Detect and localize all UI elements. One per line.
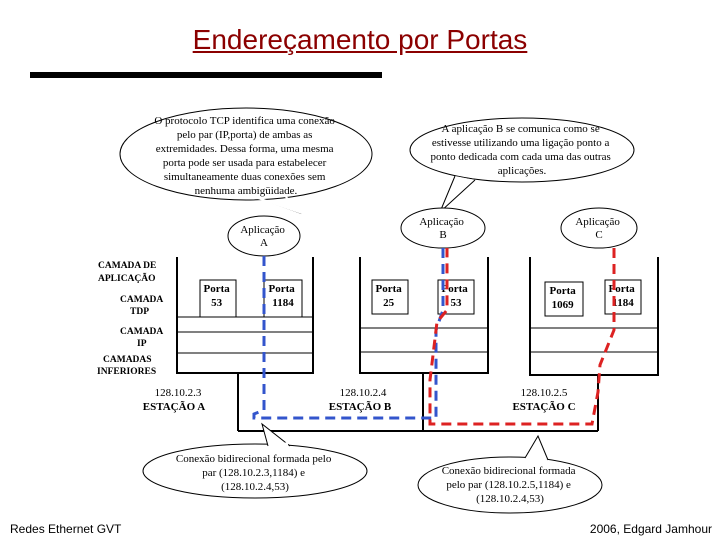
layer-ip-line: IP [137,339,147,349]
station-b-name: ESTAÇÃO B [328,401,392,413]
station-c-ip: 128.10.2.5 [520,387,568,399]
callout-tcp-line: nenhuma ambigüidade. [194,185,298,197]
callout-app-b-line: estivesse utilizando uma ligação ponto a [431,137,610,149]
port-number: 1184 [612,297,634,309]
station-c-stack [530,257,658,375]
callout-tcp [120,108,372,213]
callout-app-b-line: aplicações. [497,165,547,177]
callout-connection-a-line: Conexão bidirecional formada pelo [175,453,332,465]
app-a-label: Aplicação [240,224,285,236]
layer-ip-line: CAMADA [120,327,164,337]
port-label: Porta [268,283,295,295]
app-b-letter: B [439,229,447,241]
callout-connection-c [418,436,602,513]
station-b-ip: 128.10.2.4 [339,387,387,399]
callout-app-b-line: A aplicação B se comunica como se [441,123,600,135]
layer-udp-line: CAMADA [120,295,164,305]
port-label: Porta [549,285,576,297]
callout-tcp-line: pelo par (IP,porta) de ambas as [176,129,313,141]
layer-lower-line: CAMADAS [103,355,152,365]
layer-app-line: APLICAÇÃO [98,274,156,284]
callout-connection-c-line: pelo par (128.10.2.5,1184) e [446,479,571,491]
callout-connection-c-line: Conexão bidirecional formada [441,465,576,477]
port-number: 1069 [551,299,574,311]
app-c-label: Aplicação [575,216,620,228]
station-b-stack [360,257,488,373]
callout-connection-c-line: (128.10.2.4,53) [476,493,544,505]
port-number: 53 [450,297,462,309]
port-label: Porta [608,283,635,295]
station-a-ip: 128.10.2.3 [154,387,202,399]
station-a-stack [177,257,313,373]
port-number: 53 [211,297,223,309]
footer-left-text: Redes Ethernet GVT [10,522,122,536]
callout-tcp-line: O protocolo TCP identifica uma conexão [154,115,335,127]
callout-tcp-line: extremidades. Dessa forma, uma mesma [155,143,334,155]
port-label: Porta [203,283,230,295]
callout-connection-a-line: (128.10.2.4,53) [221,481,289,493]
layer-app-line: CAMADA DE [98,261,157,271]
callout-tcp-line: simultaneamente duas conexões sem [163,171,326,183]
station-labels [143,387,576,413]
station-a-name: ESTAÇÃO A [142,401,206,413]
layer-labels [97,261,163,377]
layer-lower-line: INFERIORES [97,367,157,377]
layer-udp-line: TDP [130,307,149,317]
footer-right-text: 2006, Edgard Jamhour [589,522,712,536]
station-c-name: ESTAÇÃO C [512,401,576,413]
app-c-letter: C [595,229,603,241]
app-c-bubble [561,208,637,248]
port-label: Porta [375,283,402,295]
app-b-label: Aplicação [419,216,464,228]
app-b-bubble [401,208,485,248]
app-a-bubble [228,216,300,256]
callout-app-b [410,118,634,212]
port-label: Porta [441,283,468,295]
app-a-letter: A [260,237,268,249]
callout-tcp-line: porta pode ser usada para estabelecer [162,157,327,169]
port-number: 1184 [272,297,294,309]
callout-app-b-line: ponto dedicada com cada uma das outras [430,151,611,163]
page-title: Endereçamento por Portas [192,24,528,55]
callout-connection-a [143,424,367,498]
port-number: 25 [383,297,395,309]
callout-connection-a-line: par (128.10.2.3,1184) e [202,467,306,479]
